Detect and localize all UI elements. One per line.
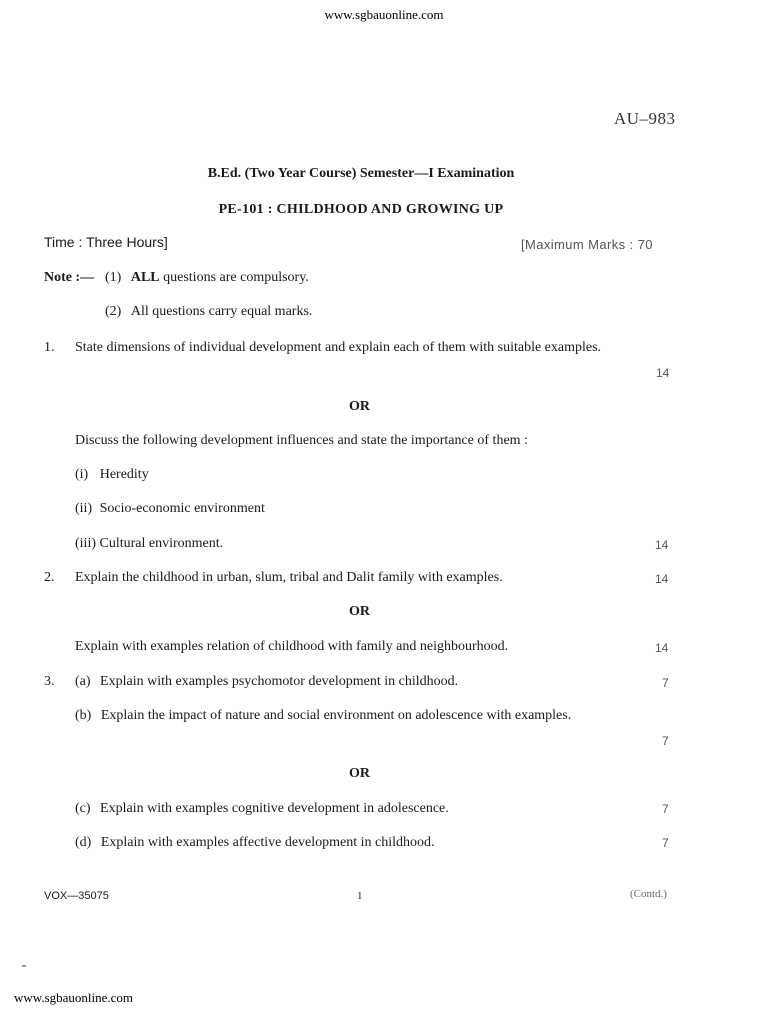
q3-or: OR xyxy=(349,766,370,781)
scan-speck xyxy=(22,965,26,967)
q1-sub-ii xyxy=(75,501,265,517)
q1-or: OR xyxy=(349,399,370,414)
note-item-2 xyxy=(105,304,312,320)
q3-part-a-marks: 7 xyxy=(662,676,669,690)
note-item-2-num: (2) xyxy=(105,304,122,319)
note-item-1-num: (1) xyxy=(105,270,122,285)
q3-part-c xyxy=(75,801,449,817)
page-number: 1 xyxy=(357,890,363,902)
note-label: Note :— xyxy=(44,270,95,285)
q1-number: 1. xyxy=(44,340,55,355)
q3-part-b xyxy=(75,708,571,724)
q3-part-a-num: (a) xyxy=(75,674,91,689)
q1-sub-ii-num: (ii) xyxy=(75,501,93,516)
q2-alt-marks: 14 xyxy=(655,641,669,655)
q1-sub-i xyxy=(75,467,149,483)
q1-sub-iii-num: (iii) xyxy=(75,536,96,551)
q1-sub-i-num: (i) xyxy=(75,467,89,482)
q1-sub-iii-text: Cultural environment. xyxy=(99,536,224,551)
note-item-1-bold: ALL xyxy=(130,270,160,285)
q3-part-a-text: Explain with examples psychomotor development in childhood. xyxy=(100,674,459,689)
note-item-1-text: questions are compulsory. xyxy=(163,270,309,285)
exam-title: B.Ed. (Two Year Course) Semester—I Examination xyxy=(207,166,515,181)
q1-alt-marks: 14 xyxy=(655,538,669,552)
q3-number: 3. xyxy=(44,674,55,689)
q1-sub-i-text: Heredity xyxy=(99,467,149,482)
q3-part-b-num: (b) xyxy=(75,708,92,723)
site-url-bottom: www.sgbauonline.com xyxy=(14,990,134,1005)
q2-marks: 14 xyxy=(655,572,669,586)
footer-paper-code: VOX—35075 xyxy=(44,890,109,902)
q3-part-c-text: Explain with examples cognitive development in adolescence. xyxy=(100,801,449,816)
q3-part-d xyxy=(75,835,435,851)
q1-text: State dimensions of individual development and explain each of them with suitable examples. xyxy=(75,340,602,355)
paper-title: PE-101 : CHILDHOOD AND GROWING UP xyxy=(218,202,504,217)
q3-part-d-text: Explain with examples affective development in childhood. xyxy=(100,835,435,850)
note-item-1 xyxy=(105,270,309,286)
q2-or: OR xyxy=(349,604,370,619)
q1-sub-iii xyxy=(75,536,223,552)
q3-part-a xyxy=(75,674,458,690)
q3-part-b-marks: 7 xyxy=(662,734,669,748)
q3-part-d-marks: 7 xyxy=(662,836,669,850)
time-allowed: Time : Three Hours] xyxy=(44,234,168,250)
maximum-marks: [Maximum Marks : 70 xyxy=(521,237,653,252)
q3-part-c-num: (c) xyxy=(75,801,91,816)
q3-part-c-marks: 7 xyxy=(662,802,669,816)
q1-alt-text: Discuss the following development influences and state the importance of them : xyxy=(75,433,528,448)
q2-number: 2. xyxy=(44,570,55,585)
q2-alt-text: Explain with examples relation of childhood with family and neighbourhood. xyxy=(75,639,509,654)
note-item-2-text: All questions carry equal marks. xyxy=(130,304,313,319)
paper-code: AU–983 xyxy=(614,109,676,128)
q3-part-d-num: (d) xyxy=(75,835,92,850)
q1-sub-ii-text: Socio-economic environment xyxy=(99,501,265,516)
q3-part-b-text: Explain the impact of nature and social environment on adolescence with examples. xyxy=(100,708,572,723)
q2-text: Explain the childhood in urban, slum, tribal and Dalit family with examples. xyxy=(75,570,503,585)
continued-label: (Contd.) xyxy=(630,888,667,900)
site-url-top: www.sgbauonline.com xyxy=(324,7,444,22)
q1-marks: 14 xyxy=(656,366,670,380)
